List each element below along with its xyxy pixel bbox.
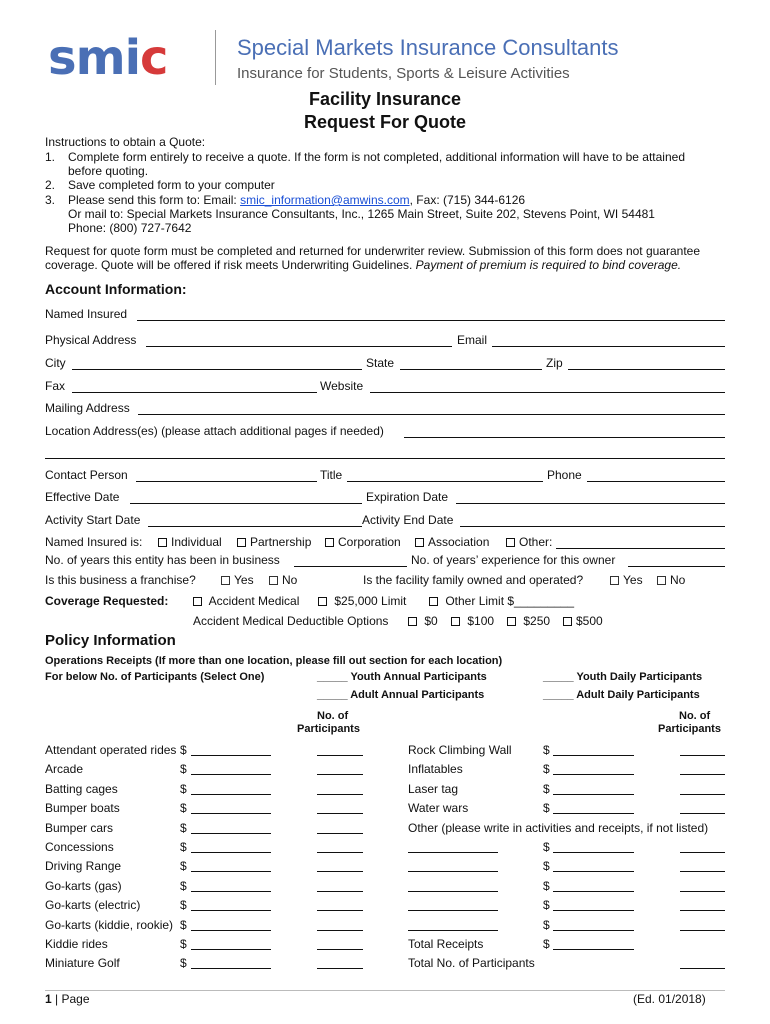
participants-field[interactable] (317, 871, 363, 872)
activity-label: Kiddie rides (45, 937, 108, 951)
receipt-field[interactable] (553, 813, 634, 814)
receipt-field[interactable] (191, 813, 271, 814)
years-experience-field[interactable] (628, 566, 725, 567)
mailing-address-label: Mailing Address (45, 401, 130, 415)
activity-label: Arcade (45, 762, 84, 776)
participants-field[interactable] (680, 871, 725, 872)
family-no-checkbox[interactable] (657, 576, 666, 585)
dollar-sign: $ (543, 918, 550, 932)
instructions-heading: Instructions to obtain a Quote: (45, 135, 206, 149)
franchise-no-option[interactable] (269, 573, 297, 587)
step3-phone: Phone: (800) 727-7642 (68, 221, 192, 235)
col-participants-right: Participants (658, 723, 721, 735)
cov-accident-option[interactable] (193, 594, 299, 608)
logo-divider (215, 30, 216, 85)
account-heading: Account Information: (45, 281, 187, 297)
receipt-field[interactable] (191, 968, 271, 969)
activity-label: Driving Range (45, 859, 122, 873)
participants-field[interactable] (317, 813, 363, 814)
years-experience-label: No. of years’ experience for this owner (411, 553, 616, 567)
dollar-sign: $ (543, 840, 550, 854)
activity-label: Bumper cars (45, 821, 114, 835)
cov-accident-label: Accident Medical (208, 594, 300, 608)
location-address-field-2[interactable] (45, 458, 725, 459)
receipt-field[interactable] (191, 833, 271, 834)
dollar-sign: $ (543, 762, 550, 776)
ded-100-checkbox[interactable] (451, 617, 460, 626)
participants-field[interactable] (317, 891, 363, 892)
participants-field[interactable] (317, 794, 363, 795)
logo-accent-text: c (140, 30, 168, 86)
state-field[interactable] (400, 369, 542, 370)
step1-text-cont: before quoting. (68, 164, 149, 178)
email-field[interactable] (492, 346, 725, 347)
participants-field[interactable] (317, 949, 363, 950)
activity-label: Inflatables (408, 762, 463, 776)
cov-25000-checkbox[interactable] (318, 597, 327, 606)
activity-label: Rock Climbing Wall (408, 743, 512, 757)
dollar-sign: $ (543, 879, 550, 893)
years-business-label: No. of years this entity has been in business (45, 553, 280, 567)
col-no-of-right: No. of (679, 710, 711, 722)
page-num: 1 (45, 992, 52, 1006)
dollar-sign: $ (543, 859, 550, 873)
expiration-date-label: Expiration Date (366, 490, 449, 504)
participants-field[interactable] (317, 910, 363, 911)
zip-label: Zip (546, 356, 563, 370)
other-activity-field[interactable] (408, 852, 498, 853)
association-label: Association (428, 535, 490, 549)
receipt-field[interactable] (191, 852, 271, 853)
receipt-field[interactable] (553, 871, 634, 872)
col-no-of-left: No. of (317, 710, 349, 722)
activity-label: Go-karts (gas) (45, 879, 122, 893)
dollar-sign: $ (180, 898, 187, 912)
association-checkbox[interactable] (415, 538, 424, 547)
family-no-label: No (670, 573, 686, 587)
fax-label: Fax (45, 379, 66, 393)
adult-daily[interactable]: _____ Adult Daily Participants (543, 689, 700, 701)
deductible-label: Accident Medical Deductible Options (193, 614, 389, 628)
dollar-sign: $ (180, 859, 187, 873)
receipt-field[interactable] (191, 891, 271, 892)
website-label: Website (320, 379, 364, 393)
dollar-sign: $ (543, 743, 550, 757)
activity-label: Miniature Golf (45, 956, 120, 970)
youth-annual[interactable]: _____ Youth Annual Participants (317, 671, 487, 683)
franchise-yes-option[interactable] (221, 573, 254, 587)
corporation-checkbox[interactable] (325, 538, 334, 547)
dollar-sign: $ (180, 821, 187, 835)
partnership-checkbox[interactable] (237, 538, 246, 547)
step1-num: 1. (45, 150, 56, 164)
receipt-field[interactable] (553, 891, 634, 892)
named-insured-label: Named Insured (45, 307, 128, 321)
company-name: Special Markets Insurance Consultants (237, 35, 619, 60)
receipt-field[interactable] (191, 930, 271, 931)
receipt-field[interactable] (191, 774, 271, 775)
physical-address-field[interactable] (146, 346, 452, 347)
page-label: | Page (51, 992, 90, 1006)
email-label: Email (457, 333, 488, 347)
coverage-label: Coverage Requested: (45, 594, 169, 608)
dollar-sign: $ (180, 782, 187, 796)
receipt-field[interactable] (191, 794, 271, 795)
other-activity-field[interactable] (408, 930, 498, 931)
activity-label: Batting cages (45, 782, 118, 796)
smic-logo (48, 30, 168, 86)
participants-field[interactable] (680, 930, 725, 931)
participants-field[interactable] (680, 891, 725, 892)
participants-field[interactable] (317, 930, 363, 931)
city-field[interactable] (72, 369, 362, 370)
page-number (45, 992, 90, 1006)
title-label: Title (320, 468, 343, 482)
phone-label: Phone (547, 468, 582, 482)
dollar-sign: $ (180, 840, 187, 854)
adult-annual[interactable]: _____ Adult Annual Participants (317, 689, 485, 701)
ded-0-option[interactable] (408, 614, 438, 628)
dollar-sign: $ (543, 782, 550, 796)
corporation-label: Corporation (338, 535, 401, 549)
contact-person-field[interactable] (136, 481, 317, 482)
activity-start-label: Activity Start Date (45, 513, 141, 527)
activity-start-field[interactable] (148, 526, 362, 527)
activity-label: Go-karts (electric) (45, 898, 141, 912)
step3-fax: , Fax: (715) 344-6126 (409, 193, 526, 207)
cov-25000-label: $25,000 Limit (334, 594, 407, 608)
phone-field[interactable] (587, 481, 725, 482)
dollar-sign: $ (180, 879, 187, 893)
fax-field[interactable] (72, 392, 317, 393)
dollar-sign: $ (180, 937, 187, 951)
ded-250-checkbox[interactable] (507, 617, 516, 626)
dollar-sign: $ (543, 898, 550, 912)
dollar-sign: $ (180, 743, 187, 757)
dollar-sign: $ (543, 937, 550, 951)
col-participants-left: Participants (297, 723, 360, 735)
years-business-field[interactable] (294, 566, 407, 567)
footer-divider (45, 990, 725, 991)
cov-other-option[interactable] (429, 594, 574, 608)
notice-line2 (45, 258, 681, 272)
total-participants-label: Total No. of Participants (408, 956, 535, 970)
dollar-sign: $ (180, 801, 187, 815)
receipt-field[interactable] (553, 755, 634, 756)
edition: (Ed. 01/2018) (633, 992, 706, 1006)
receipt-field[interactable] (553, 794, 634, 795)
receipt-field[interactable] (191, 755, 271, 756)
activity-label: Attendant operated rides (45, 743, 177, 757)
activity-label: Water wars (408, 801, 469, 815)
notice-text: coverage. Quote will be offered if risk meets Underwriting Guidelines. (45, 258, 413, 272)
participants-field[interactable] (680, 813, 725, 814)
named-insured-field[interactable] (137, 320, 725, 321)
step3-pre: Please send this form to: Email: (68, 193, 241, 207)
family-no-option[interactable] (657, 573, 685, 587)
family-question: Is the facility family owned and operated? (363, 573, 584, 587)
ded-250-label: $250 (523, 614, 551, 628)
cov-accident-checkbox[interactable] (193, 597, 202, 606)
cov-other-label: Other Limit $_________ (445, 594, 575, 608)
individual-checkbox[interactable] (158, 538, 167, 547)
activity-label: Bumper boats (45, 801, 120, 815)
franchise-no-label: No (282, 573, 298, 587)
partnership-option[interactable] (237, 535, 311, 549)
participants-field[interactable] (680, 910, 725, 911)
title-field[interactable] (347, 481, 543, 482)
total-receipts-label: Total Receipts (408, 937, 484, 951)
cov-other-checkbox[interactable] (429, 597, 438, 606)
participants-field[interactable] (317, 968, 363, 969)
ded-500-checkbox[interactable] (563, 617, 572, 626)
location-address-field[interactable] (404, 437, 725, 438)
other-field[interactable] (556, 548, 725, 549)
effective-date-label: Effective Date (45, 490, 120, 504)
dollar-sign: $ (543, 801, 550, 815)
other-activity-field[interactable] (408, 871, 498, 872)
association-option[interactable] (415, 535, 489, 549)
participants-field[interactable] (317, 755, 363, 756)
franchise-no-checkbox[interactable] (269, 576, 278, 585)
step1-text: Complete form entirely to receive a quote. If the form is not completed, additional information will have to be attained (68, 150, 685, 164)
participants-field[interactable] (680, 794, 725, 795)
partnership-label: Partnership (250, 535, 312, 549)
receipt-field[interactable] (553, 774, 634, 775)
participants-field[interactable] (317, 852, 363, 853)
franchise-yes-label: Yes (234, 573, 254, 587)
email-link[interactable]: smic_information@amwins.com (240, 193, 410, 207)
corporation-option[interactable] (325, 535, 401, 549)
participants-select: For below No. of Participants (Select One) (45, 671, 265, 683)
zip-field[interactable] (568, 369, 725, 370)
ded-500-option[interactable] (563, 614, 603, 628)
participants-field[interactable] (680, 755, 725, 756)
franchise-question: Is this business a franchise? (45, 573, 196, 587)
ded-500-label: $500 (576, 614, 603, 628)
named-is-label: Named Insured is: (45, 535, 143, 549)
receipt-field[interactable] (553, 930, 634, 931)
receipt-field[interactable] (553, 852, 634, 853)
activity-label: Laser tag (408, 782, 459, 796)
other-label: Other: (519, 535, 553, 549)
other-activity-field[interactable] (408, 910, 498, 911)
effective-date-field[interactable] (130, 503, 362, 504)
other-activities-note: Other (please write in activities and receipts, if not listed) (408, 821, 709, 835)
total-participants-field[interactable] (680, 968, 725, 969)
receipt-field[interactable] (553, 910, 634, 911)
activity-end-label: Activity End Date (362, 513, 454, 527)
receipt-field[interactable] (191, 871, 271, 872)
cov-25000-option[interactable] (318, 594, 406, 608)
family-yes-label: Yes (623, 573, 643, 587)
other-option[interactable] (506, 535, 552, 549)
logo-main-text: smi (48, 30, 141, 86)
location-address-label: Location Address(es) (please attach additional pages if needed) (45, 424, 384, 438)
dollar-sign: $ (180, 762, 187, 776)
receipt-field[interactable] (191, 949, 271, 950)
expiration-date-field[interactable] (456, 503, 725, 504)
individual-option[interactable] (158, 535, 222, 549)
form-title-line2: Request For Quote (303, 112, 466, 132)
dollar-sign: $ (180, 956, 187, 970)
step3-mail: Or mail to: Special Markets Insurance Consultants, Inc., 1265 Main Street, Suite 202, Stevens Point, WI 54481 (68, 207, 655, 221)
ded-250-option[interactable] (507, 614, 550, 628)
ded-100-option[interactable] (451, 614, 494, 628)
state-label: State (366, 356, 395, 370)
city-label: City (45, 356, 66, 370)
receipt-field[interactable] (191, 910, 271, 911)
ded-100-label: $100 (467, 614, 495, 628)
participants-field[interactable] (317, 833, 363, 834)
step2-text: Save completed form to your computer (68, 178, 275, 192)
notice-italic: Payment of premium is required to bind coverage. (415, 258, 682, 272)
activity-label: Concessions (45, 840, 114, 854)
physical-address-label: Physical Address (45, 333, 137, 347)
family-yes-option[interactable] (610, 573, 643, 587)
notice-line1: Request for quote form must be completed and returned for underwriter review. Submission of this form does not guarantee (45, 244, 701, 258)
ded-0-label: $0 (424, 614, 438, 628)
individual-label: Individual (171, 535, 222, 549)
form-title-line1: Facility Insurance (308, 89, 462, 109)
company-tagline: Insurance for Students, Sports & Leisure Activities (237, 65, 570, 82)
participants-field[interactable] (317, 774, 363, 775)
ded-0-checkbox[interactable] (408, 617, 417, 626)
other-activity-field[interactable] (408, 891, 498, 892)
contact-person-label: Contact Person (45, 468, 128, 482)
step3-num: 3. (45, 193, 56, 207)
policy-heading: Policy Information (45, 632, 176, 649)
dollar-sign: $ (180, 918, 187, 932)
participants-field[interactable] (680, 852, 725, 853)
website-field[interactable] (370, 392, 725, 393)
youth-daily[interactable]: _____ Youth Daily Participants (543, 671, 703, 683)
participants-field[interactable] (680, 774, 725, 775)
step2-num: 2. (45, 178, 56, 192)
step3-text (68, 193, 525, 207)
family-yes-checkbox[interactable] (610, 576, 619, 585)
franchise-yes-checkbox[interactable] (221, 576, 230, 585)
total-receipts-field[interactable] (553, 949, 634, 950)
activity-label: Go-karts (kiddie, rookie) (45, 918, 174, 932)
mailing-address-field[interactable] (138, 414, 725, 415)
receipts-note: Operations Receipts (If more than one location, please fill out section for each location) (45, 655, 503, 667)
activity-end-field[interactable] (460, 526, 725, 527)
other-checkbox[interactable] (506, 538, 515, 547)
